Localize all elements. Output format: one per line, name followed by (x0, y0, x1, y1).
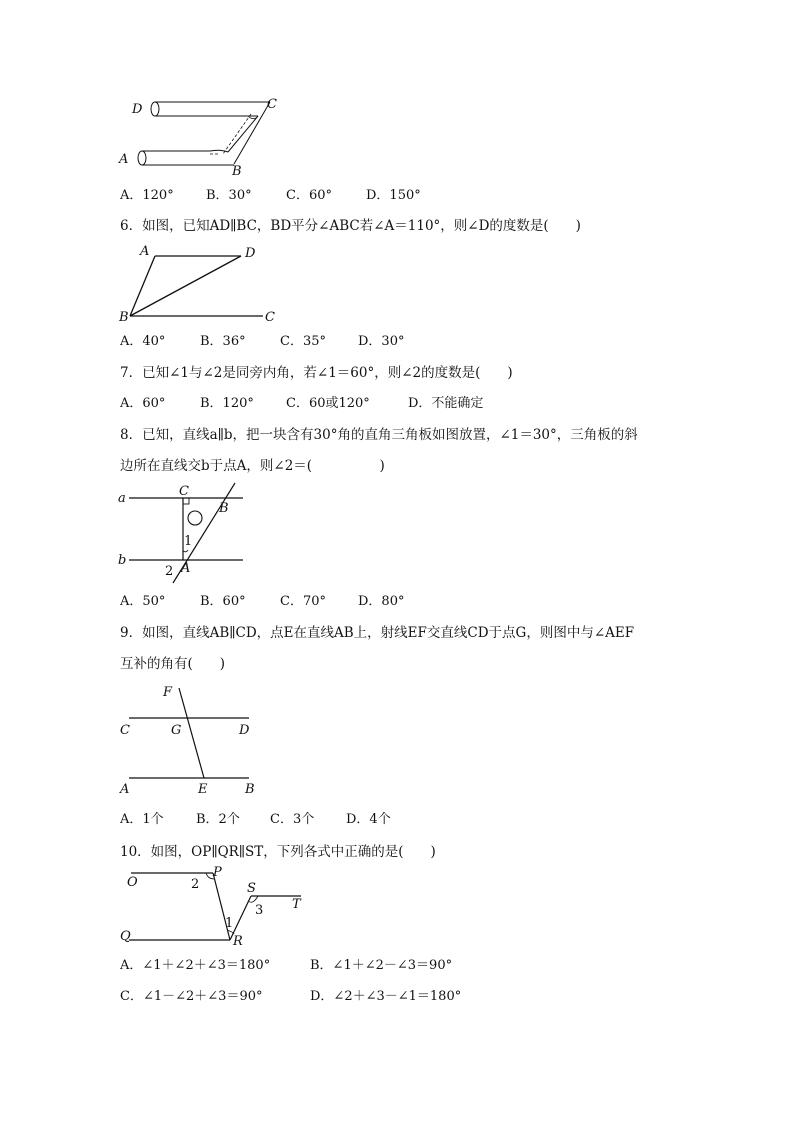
q8-option-b[interactable]: B．60° (200, 594, 246, 609)
q6-option-b[interactable]: B．36° (200, 334, 246, 349)
q9-label-f: F (163, 685, 173, 700)
q6-label-d: D (245, 246, 256, 261)
q6-option-a[interactable]: A．40° (120, 334, 166, 349)
q10-option-d[interactable]: D．∠2＋∠3－∠1＝180° (310, 989, 462, 1004)
q7-option-c[interactable]: C．60或120° (286, 396, 370, 411)
q10-label-p: P (213, 865, 222, 880)
q9-option-a[interactable]: A．1个 (120, 812, 164, 827)
q5-options (120, 187, 540, 205)
q9-label-c: C (120, 723, 130, 738)
q10-option-c[interactable]: C．∠1－∠2＋∠3＝90° (120, 989, 263, 1004)
q6-label-a: A (140, 244, 150, 259)
q9-option-d[interactable]: D．4个 (346, 812, 391, 827)
q5-option-b[interactable]: B．30° (206, 188, 252, 203)
q8-label-b-line: b (118, 553, 127, 568)
q9-label-g: G (171, 723, 182, 738)
q6-label-c: C (265, 310, 275, 325)
q6-label-b: B (119, 310, 129, 325)
q5-label-b: B (232, 164, 242, 179)
q9-option-c[interactable]: C．3个 (270, 812, 315, 827)
q10-label-q: Q (120, 929, 131, 944)
q9-stem-line2: 互补的角有( ) (120, 656, 226, 672)
q10-label-o: O (127, 875, 138, 890)
q7-options (120, 395, 540, 413)
q7-option-d[interactable]: D．不能确定 (408, 396, 484, 411)
q10-option-b[interactable]: B．∠1＋∠2－∠3＝90° (310, 958, 453, 973)
q8-stem-line2: 边所在直线交b于点A，则∠2＝( ) (120, 458, 385, 474)
q8-option-c[interactable]: C．70° (280, 594, 326, 609)
q7-stem: 7．已知∠1与∠2是同旁内角，若∠1＝60°，则∠2的度数是( ) (120, 365, 513, 381)
q5-label-a: A (119, 152, 129, 167)
q5-label-c: C (267, 97, 277, 112)
q6-option-c[interactable]: C．35° (280, 334, 326, 349)
q8-option-a[interactable]: A．50° (120, 594, 166, 609)
q8-stem-line1: 8．已知，直线a∥b，把一块含有30°角的直角三角板如图放置，∠1＝30°，三角板的斜 (120, 427, 638, 443)
q10-stem: 10．如图，OP∥QR∥ST，下列各式中正确的是( ) (120, 844, 436, 860)
q8-figure (115, 480, 265, 590)
q8-options (120, 593, 540, 611)
q8-label-b-point: B (219, 501, 229, 516)
q8-option-d[interactable]: D．80° (358, 594, 405, 609)
q7-option-a[interactable]: A．60° (120, 396, 166, 411)
q9-figure (115, 680, 275, 800)
q10-options-row1 (120, 957, 540, 975)
q10-option-a[interactable]: A．∠1＋∠2＋∠3＝180° (120, 958, 271, 973)
q10-label-r: R (233, 934, 243, 949)
q9-label-d: D (239, 723, 250, 738)
q10-options-row2 (120, 988, 540, 1006)
q9-options (120, 811, 540, 829)
q10-label-angle-2: 2 (191, 877, 200, 892)
q5-figure (110, 92, 310, 182)
q7-option-b[interactable]: B．120° (200, 396, 254, 411)
q8-label-a-line: a (118, 491, 126, 506)
q8-label-angle-2: 2 (165, 564, 174, 579)
q6-options (120, 333, 540, 351)
q9-stem-line1: 9．如图，直线AB∥CD，点E在直线AB上，射线EF交直线CD于点G，则图中与∠AEF (120, 625, 635, 641)
q5-option-c[interactable]: C．60° (286, 188, 332, 203)
q9-label-e: E (198, 782, 208, 797)
q6-figure (115, 240, 295, 330)
q8-label-a-point: A (181, 561, 191, 576)
q9-option-b[interactable]: B．2个 (196, 812, 240, 827)
q10-figure (115, 864, 315, 954)
q10-label-angle-3: 3 (255, 903, 264, 918)
q10-label-t: T (292, 897, 301, 912)
q6-stem: 6．如图，已知AD∥BC，BD平分∠ABC若∠A＝110°，则∠D的度数是( ) (120, 218, 581, 234)
q10-label-s: S (247, 881, 256, 896)
q8-label-c: C (179, 484, 189, 499)
q6-option-d[interactable]: D．30° (358, 334, 405, 349)
q8-label-angle-1: 1 (184, 534, 193, 549)
q5-option-a[interactable]: A．120° (120, 188, 174, 203)
q5-option-d[interactable]: D．150° (366, 188, 421, 203)
q5-label-d: D (132, 102, 143, 117)
q9-label-a: A (120, 782, 130, 797)
q10-label-angle-1: 1 (225, 916, 234, 931)
q9-label-b: B (245, 782, 255, 797)
